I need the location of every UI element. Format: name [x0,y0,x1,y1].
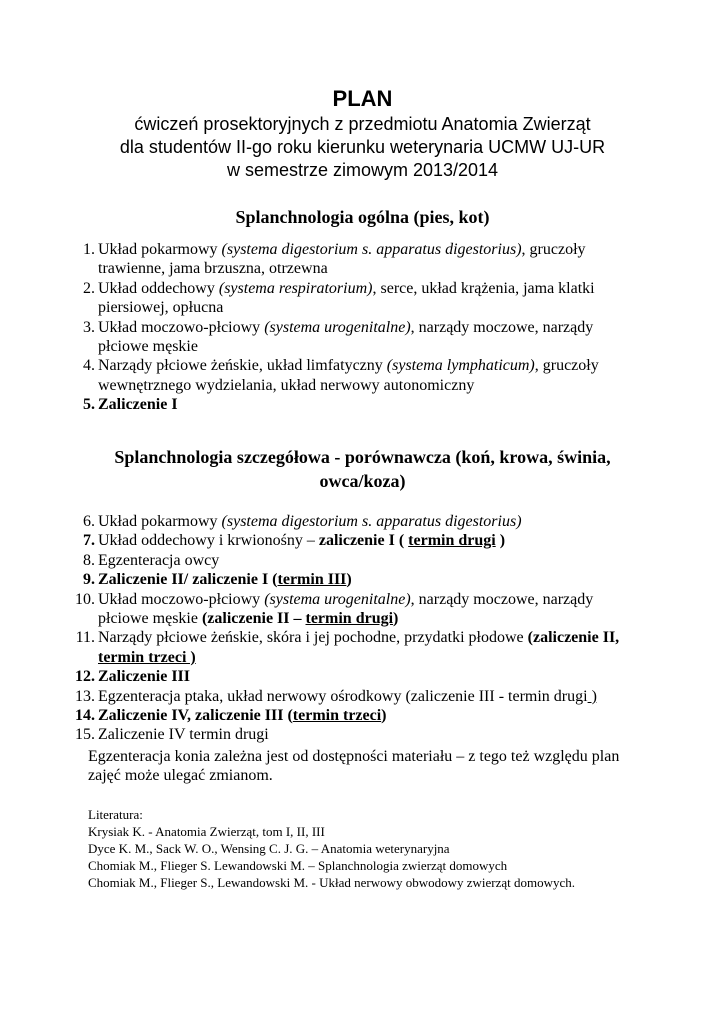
item-number: 13. [75,687,95,705]
item-text: Egzenteracja owcy [98,551,220,569]
list-item [0,512,725,531]
list-item [0,590,725,629]
list-item [0,628,725,667]
item-bold-text: zaliczenie I ( [318,532,409,550]
item-latin: (systema lymphaticum) [386,357,535,375]
item-text: ) [587,687,597,705]
item-number: 14. [75,707,95,725]
item-text: Zaliczenie IV termin drugi [98,726,269,744]
item-text: Zaliczenie I [98,396,178,414]
item-latin: (systema urogenitalne) [264,590,411,608]
item-text: , narządy moczowe, narządy płciowe męskie [98,590,594,628]
item-text: Egzenteracja ptaka, układ nerwowy ośrodkowy (zaliczenie III - termin drugi [98,687,588,705]
item-text: ) [346,571,352,589]
item-latin: (systema urogenitalne) [264,318,411,336]
list-item [0,687,725,706]
item-text: Układ moczowo-płciowy [98,590,265,608]
item-number: 5. [83,396,95,414]
list-item [0,395,725,414]
item-number: 2. [83,279,95,297]
item-number: 11. [75,629,95,647]
item-term: termin trzeci ) [98,648,196,666]
literature-entry: Chomiak M., Flieger S., Lewandowski M. - Układ nerwowy obwodowy zwierząt domowych. [88,875,576,890]
item-latin: (systema respiratorium) [218,279,373,297]
literature-entry: Chomiak M., Flieger S. Lewandowski M. – Splanchnologia zwierząt domowych [88,858,508,873]
list-item [0,279,725,318]
item-text: ) [381,707,387,725]
item-number: 8. [83,551,95,569]
item-number: 15. [75,726,95,744]
list-item [0,240,725,279]
list-item [0,318,725,357]
list-item [0,667,725,686]
item-number: 10. [75,590,95,608]
item-number: 1. [83,241,95,258]
availability-note: Egzenteracja konia zależna jest od dostępności materiału – z tego też względu plan zajęć może ulegać zmianom. [88,748,620,785]
list-item [0,531,725,550]
item-number: 6. [83,513,95,530]
item-text: Zaliczenie III [98,668,190,686]
item-latin: (systema digestorium s. apparatus digestorius) [221,241,522,258]
list-item [0,570,725,589]
item-text: Narządy płciowe żeńskie, układ limfatyczny [98,357,387,375]
item-number: 7. [83,532,95,550]
item-text: Układ pokarmowy [98,241,222,258]
literature-heading: Literatura: [88,807,143,822]
item-text: Układ moczowo-płciowy [98,318,265,336]
item-text: Zaliczenie II/ zaliczenie I ( [98,571,278,589]
item-text: , gruczoły wewnętrznego wydzielania, układ nerwowy autonomiczny [98,357,599,394]
section-1-list [0,240,725,415]
item-text: Narządy płciowe żeńskie, skóra i jej pochodne, przydatki płodowe [98,629,528,647]
section-2-heading-line-2: owca/koza) [319,471,406,491]
item-text: Zaliczenie IV, zaliczenie III ( [98,707,293,725]
item-text: Układ pokarmowy [98,513,222,530]
item-text: Układ oddechowy [98,279,219,297]
list-item [0,551,725,570]
item-term: termin trzeci [292,707,382,725]
subtitle-line-2: dla studentów II-go roku kierunku weterynaria UCMW UJ-UR [119,137,606,157]
section-2-list [0,512,725,745]
literature-entry: Dyce K. M., Sack W. O., Wensing C. J. G. – Anatomia weterynaryjna [88,841,450,856]
item-text: , gruczoły trawienne, jama brzuszna, otrzewna [98,241,586,278]
item-term: termin drugi [408,532,496,550]
section-2-heading-line-1: Splanchnologia szczegółowa - porównawcza (koń, krowa, świnia, [114,447,611,467]
list-item [0,356,725,395]
list-item [0,725,725,744]
item-term: termin III [277,571,347,589]
subtitle-line-3: w semestrze zimowym 2013/2014 [226,160,499,180]
item-number: 4. [83,357,95,375]
item-text: Układ oddechowy i krwionośny – [98,532,319,550]
list-item [0,706,725,725]
item-latin: (systema digestorium s. apparatus digestorius) [221,513,522,530]
item-bold-text: (zaliczenie II – [201,610,306,628]
item-bold-text: (zaliczenie II, [527,629,620,647]
item-bold-text: ) [393,610,399,628]
item-bold-text: ) [495,532,506,550]
section-1-heading: Splanchnologia ogólna (pies, kot) [235,207,490,227]
item-number: 9. [83,571,95,589]
item-text: , narządy moczowe, narządy płciowe męskie [98,318,594,356]
literature-entry: Krysiak K. - Anatomia Zwierząt, tom I, II, III [88,824,325,839]
page-title: PLAN [332,86,393,111]
item-term: termin drugi [305,610,394,628]
item-number: 3. [83,318,95,336]
item-number: 12. [75,668,95,686]
subtitle-line-1: ćwiczeń prosektoryjnych z przedmiotu Anatomia Zwierząt [134,114,591,134]
item-text: , serce, układ krążenia, jama klatki piersiowej, opłucna [98,279,595,317]
